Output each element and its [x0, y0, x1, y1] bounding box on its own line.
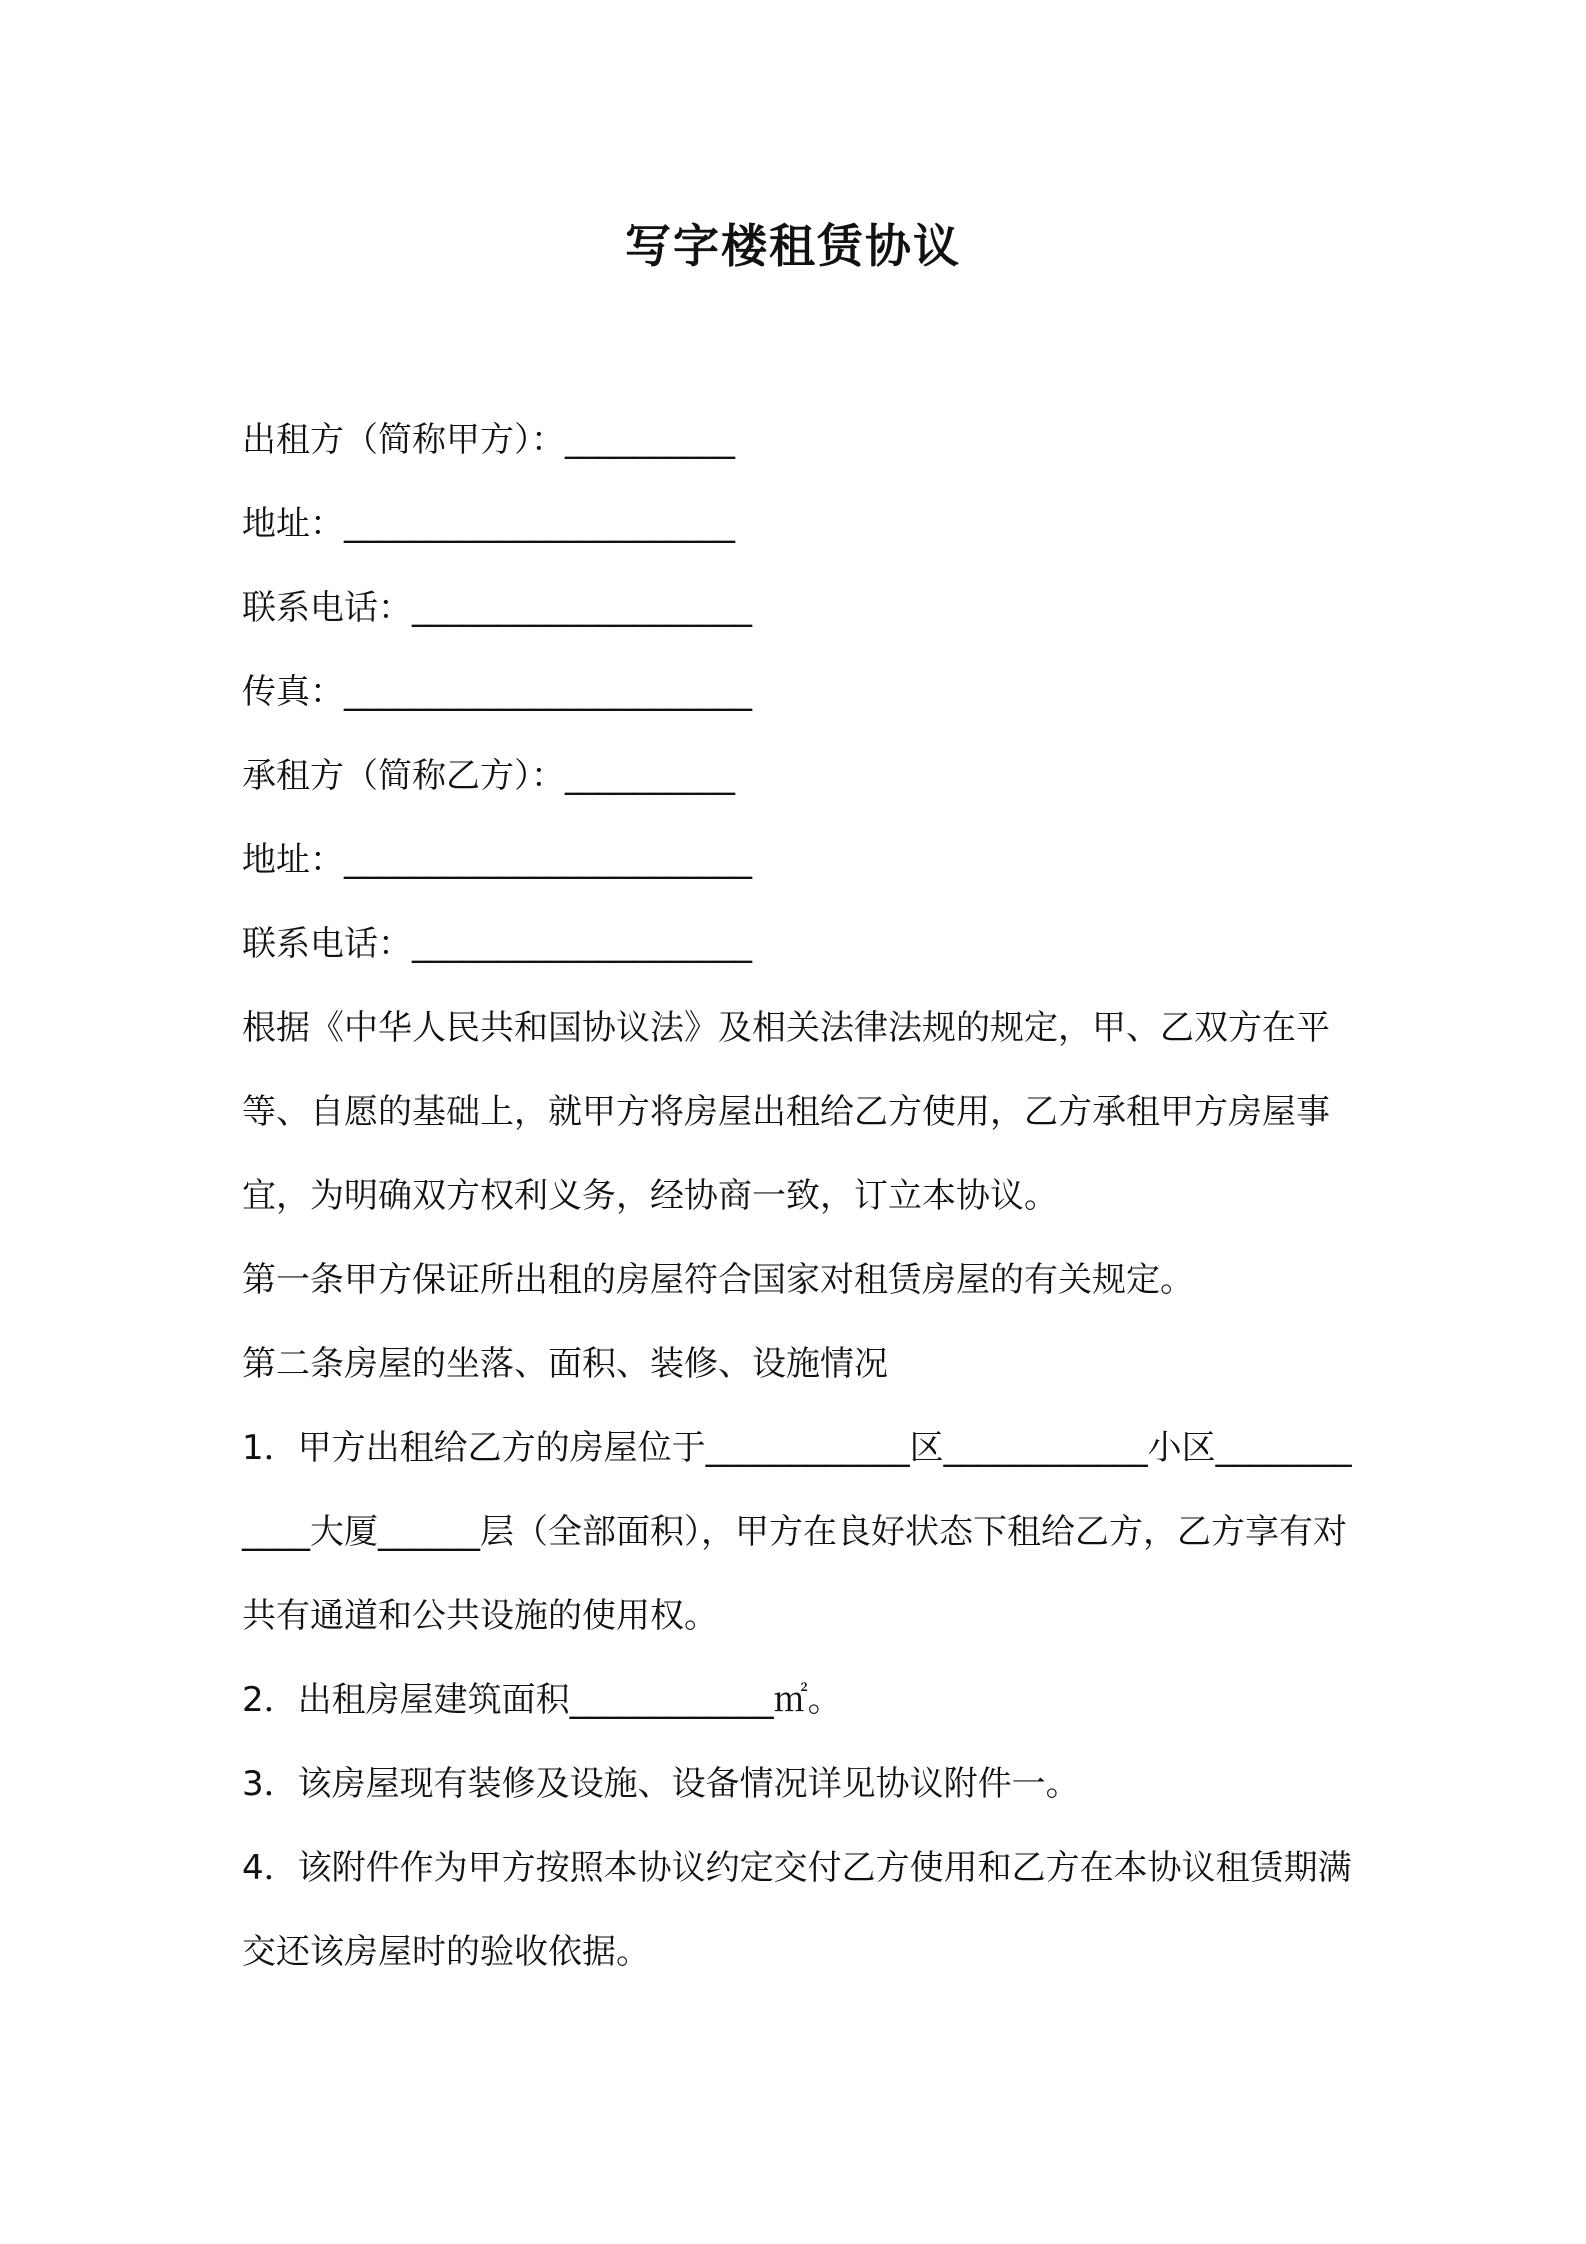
lessee-address-line: 地址：________________________	[242, 840, 752, 880]
article-1: 第一条甲方保证所出租的房屋符合国家对租赁房屋的有关规定。	[242, 1260, 1194, 1300]
article-2-item-1: 1．甲方出租给乙方的房屋位于____________区____________小区____________大厦______层（全部面积），甲方在良好状态下租给乙方，乙方享有对共有通道和公共设施的使用权。	[242, 1428, 1352, 1636]
lessor-fax-line: 传真：________________________	[242, 672, 752, 712]
lessee-phone-line: 联系电话：____________________	[242, 924, 752, 964]
article-2-item-2: 2．出租房屋建筑面积____________㎡。	[242, 1680, 842, 1720]
lessor-phone-line: 联系电话：____________________	[242, 588, 752, 628]
article-2-item-4: 4．该附件作为甲方按照本协议约定交付乙方使用和乙方在本协议租赁期满交还该房屋时的验收依据。	[242, 1848, 1352, 1972]
document-title: 写字楼租赁协议	[625, 219, 961, 273]
preamble-paragraph: 根据《中华人民共和国协议法》及相关法律法规的规定，甲、乙双方在平等、自愿的基础上，就甲方将房屋出租给乙方使用，乙方承租甲方房屋事宜，为明确双方权利义务，经协商一致，订立本协议。	[242, 1008, 1330, 1216]
lessor-line: 出租方（简称甲方）：__________	[242, 420, 735, 460]
article-2-item-3: 3．该房屋现有装修及设施、设备情况详见协议附件一。	[242, 1764, 1080, 1804]
article-2-heading: 第二条房屋的坐落、面积、装修、设施情况	[242, 1344, 888, 1384]
document-body	[242, 398, 1362, 1994]
lessee-line: 承租方（简称乙方）：__________	[242, 756, 735, 796]
lessor-address-line: 地址：_______________________	[242, 504, 735, 544]
